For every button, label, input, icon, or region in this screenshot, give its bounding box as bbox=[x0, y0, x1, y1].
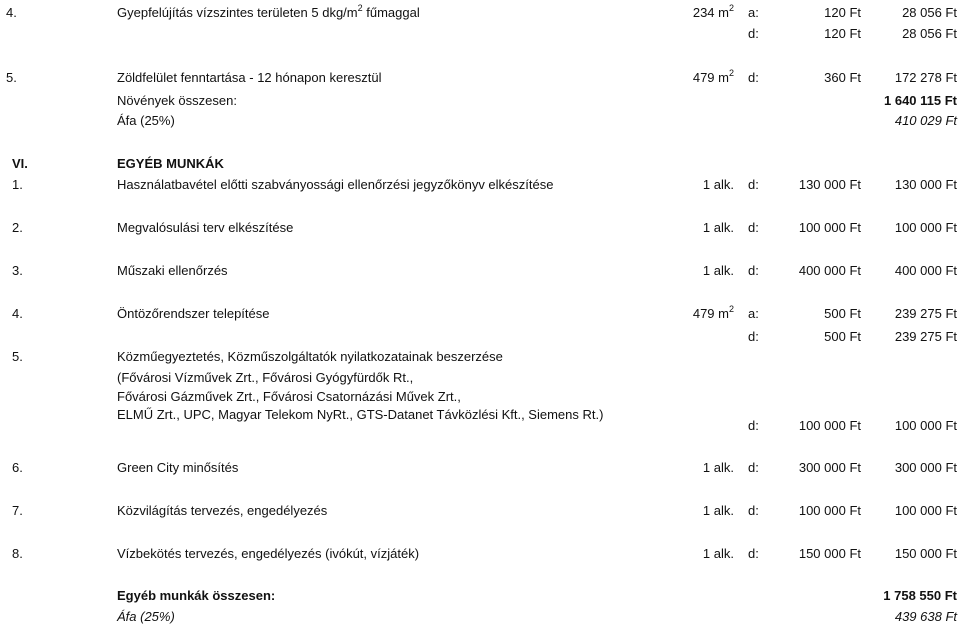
item-quantity: 1 alk. bbox=[702, 460, 734, 475]
unit-price: 130 000 Ft bbox=[798, 177, 861, 192]
unit-price: 500 Ft bbox=[824, 329, 861, 344]
price-type-label: d: bbox=[748, 70, 759, 85]
item-description: Green City minősítés bbox=[117, 460, 239, 475]
line-total: 172 278 Ft bbox=[894, 70, 957, 85]
item-number: 5. bbox=[6, 70, 17, 85]
unit-price: 120 Ft bbox=[824, 5, 861, 20]
item-description: Zöldfelület fenntartása - 12 hónapon keresztül bbox=[117, 70, 382, 85]
item-description-line: Fővárosi Gázművek Zrt., Fővárosi Csatornázási Művek Zrt., bbox=[117, 389, 461, 404]
unit-price: 360 Ft bbox=[824, 70, 861, 85]
price-type-label: d: bbox=[748, 26, 759, 41]
item-quantity: 1 alk. bbox=[702, 546, 734, 561]
item-description: Vízbekötés tervezés, engedélyezés (ivókút, vízjáték) bbox=[117, 546, 420, 561]
line-total: 239 275 Ft bbox=[894, 329, 957, 344]
line-total: 300 000 Ft bbox=[894, 460, 957, 475]
item-quantity: 1 alk. bbox=[702, 177, 734, 192]
item-quantity: 234 $m^2$ bbox=[692, 2, 734, 20]
line-total: 400 000 Ft bbox=[894, 263, 957, 278]
plants-vat-label: Áfa (25%) bbox=[117, 113, 175, 128]
item-description-line: (Fővárosi Vízművek Zrt., Fővárosi Gyógyfürdők Rt., bbox=[117, 370, 414, 385]
item-number: 8. bbox=[12, 546, 23, 561]
item-number: 3. bbox=[12, 263, 23, 278]
price-type-label: d: bbox=[748, 177, 759, 192]
line-total: 100 000 Ft bbox=[894, 220, 957, 235]
item-quantity: 1 alk. bbox=[702, 220, 734, 235]
price-type-label: a: bbox=[748, 306, 759, 321]
item-quantity: 479 $m^2$ bbox=[692, 67, 734, 85]
unit-price: 100 000 Ft bbox=[798, 418, 861, 433]
price-type-label: d: bbox=[748, 263, 759, 278]
plants-total-label: Növények összesen: bbox=[117, 93, 237, 108]
item-description: Megvalósulási terv elkészítése bbox=[117, 220, 294, 235]
price-type-label: d: bbox=[748, 329, 759, 344]
unit-price: 100 000 Ft bbox=[798, 220, 861, 235]
item-quantity: 479 $m^2$ bbox=[692, 303, 734, 321]
line-total: 28 056 Ft bbox=[902, 26, 957, 41]
other-vat-value: 439 638 Ft bbox=[894, 609, 957, 624]
item-number: 5. bbox=[12, 349, 23, 364]
item-description-line: Közműegyeztetés, Közműszolgáltatók nyilatkozatainak beszerzése bbox=[117, 349, 503, 364]
unit-price: 100 000 Ft bbox=[798, 503, 861, 518]
item-number: 1. bbox=[12, 177, 23, 192]
line-total: 239 275 Ft bbox=[894, 306, 957, 321]
item-description-line: ELMŰ Zrt., UPC, Magyar Telekom NyRt., GTS-Datanet Távközlési Kft., Siemens Rt.) bbox=[117, 407, 604, 422]
section-title: EGYÉB MUNKÁK bbox=[117, 156, 224, 171]
price-type-label: d: bbox=[748, 418, 759, 433]
item-description: Öntözőrendszer telepítése bbox=[117, 306, 270, 321]
line-total: 28 056 Ft bbox=[902, 5, 957, 20]
item-number: 7. bbox=[12, 503, 23, 518]
line-total: 130 000 Ft bbox=[894, 177, 957, 192]
item-description: Műszaki ellenőrzés bbox=[117, 263, 228, 278]
price-type-label: a: bbox=[748, 5, 759, 20]
item-quantity: 1 alk. bbox=[702, 263, 734, 278]
unit-price: 400 000 Ft bbox=[798, 263, 861, 278]
item-number: 4. bbox=[6, 5, 17, 20]
other-vat-label: Áfa (25%) bbox=[117, 609, 175, 624]
unit-price: 500 Ft bbox=[824, 306, 861, 321]
plants-total-value: 1 640 115 Ft bbox=[884, 93, 957, 108]
line-total: 100 000 Ft bbox=[894, 503, 957, 518]
item-description: Használatbavétel előtti szabványossági ellenőrzési jegyzőkönyv elkészítése bbox=[117, 177, 554, 192]
price-type-label: d: bbox=[748, 546, 759, 561]
item-number: 6. bbox=[12, 460, 23, 475]
price-type-label: d: bbox=[748, 503, 759, 518]
item-number: 2. bbox=[12, 220, 23, 235]
item-description: Gyepfelújítás vízszintes területen 5 dkg/$m^2$ fűmaggal bbox=[117, 2, 420, 20]
price-type-label: d: bbox=[748, 460, 759, 475]
other-total-value: 1 758 550 Ft bbox=[883, 588, 957, 603]
line-total: 150 000 Ft bbox=[894, 546, 957, 561]
line-total: 100 000 Ft bbox=[894, 418, 957, 433]
section-number: VI. bbox=[12, 156, 28, 171]
unit-price: 120 Ft bbox=[824, 26, 861, 41]
other-total-label: Egyéb munkák összesen: bbox=[117, 588, 276, 603]
unit-price: 300 000 Ft bbox=[798, 460, 861, 475]
item-number: 4. bbox=[12, 306, 23, 321]
item-description: Közvilágítás tervezés, engedélyezés bbox=[117, 503, 328, 518]
price-type-label: d: bbox=[748, 220, 759, 235]
item-quantity: 1 alk. bbox=[702, 503, 734, 518]
plants-vat-value: 410 029 Ft bbox=[894, 113, 957, 128]
unit-price: 150 000 Ft bbox=[798, 546, 861, 561]
